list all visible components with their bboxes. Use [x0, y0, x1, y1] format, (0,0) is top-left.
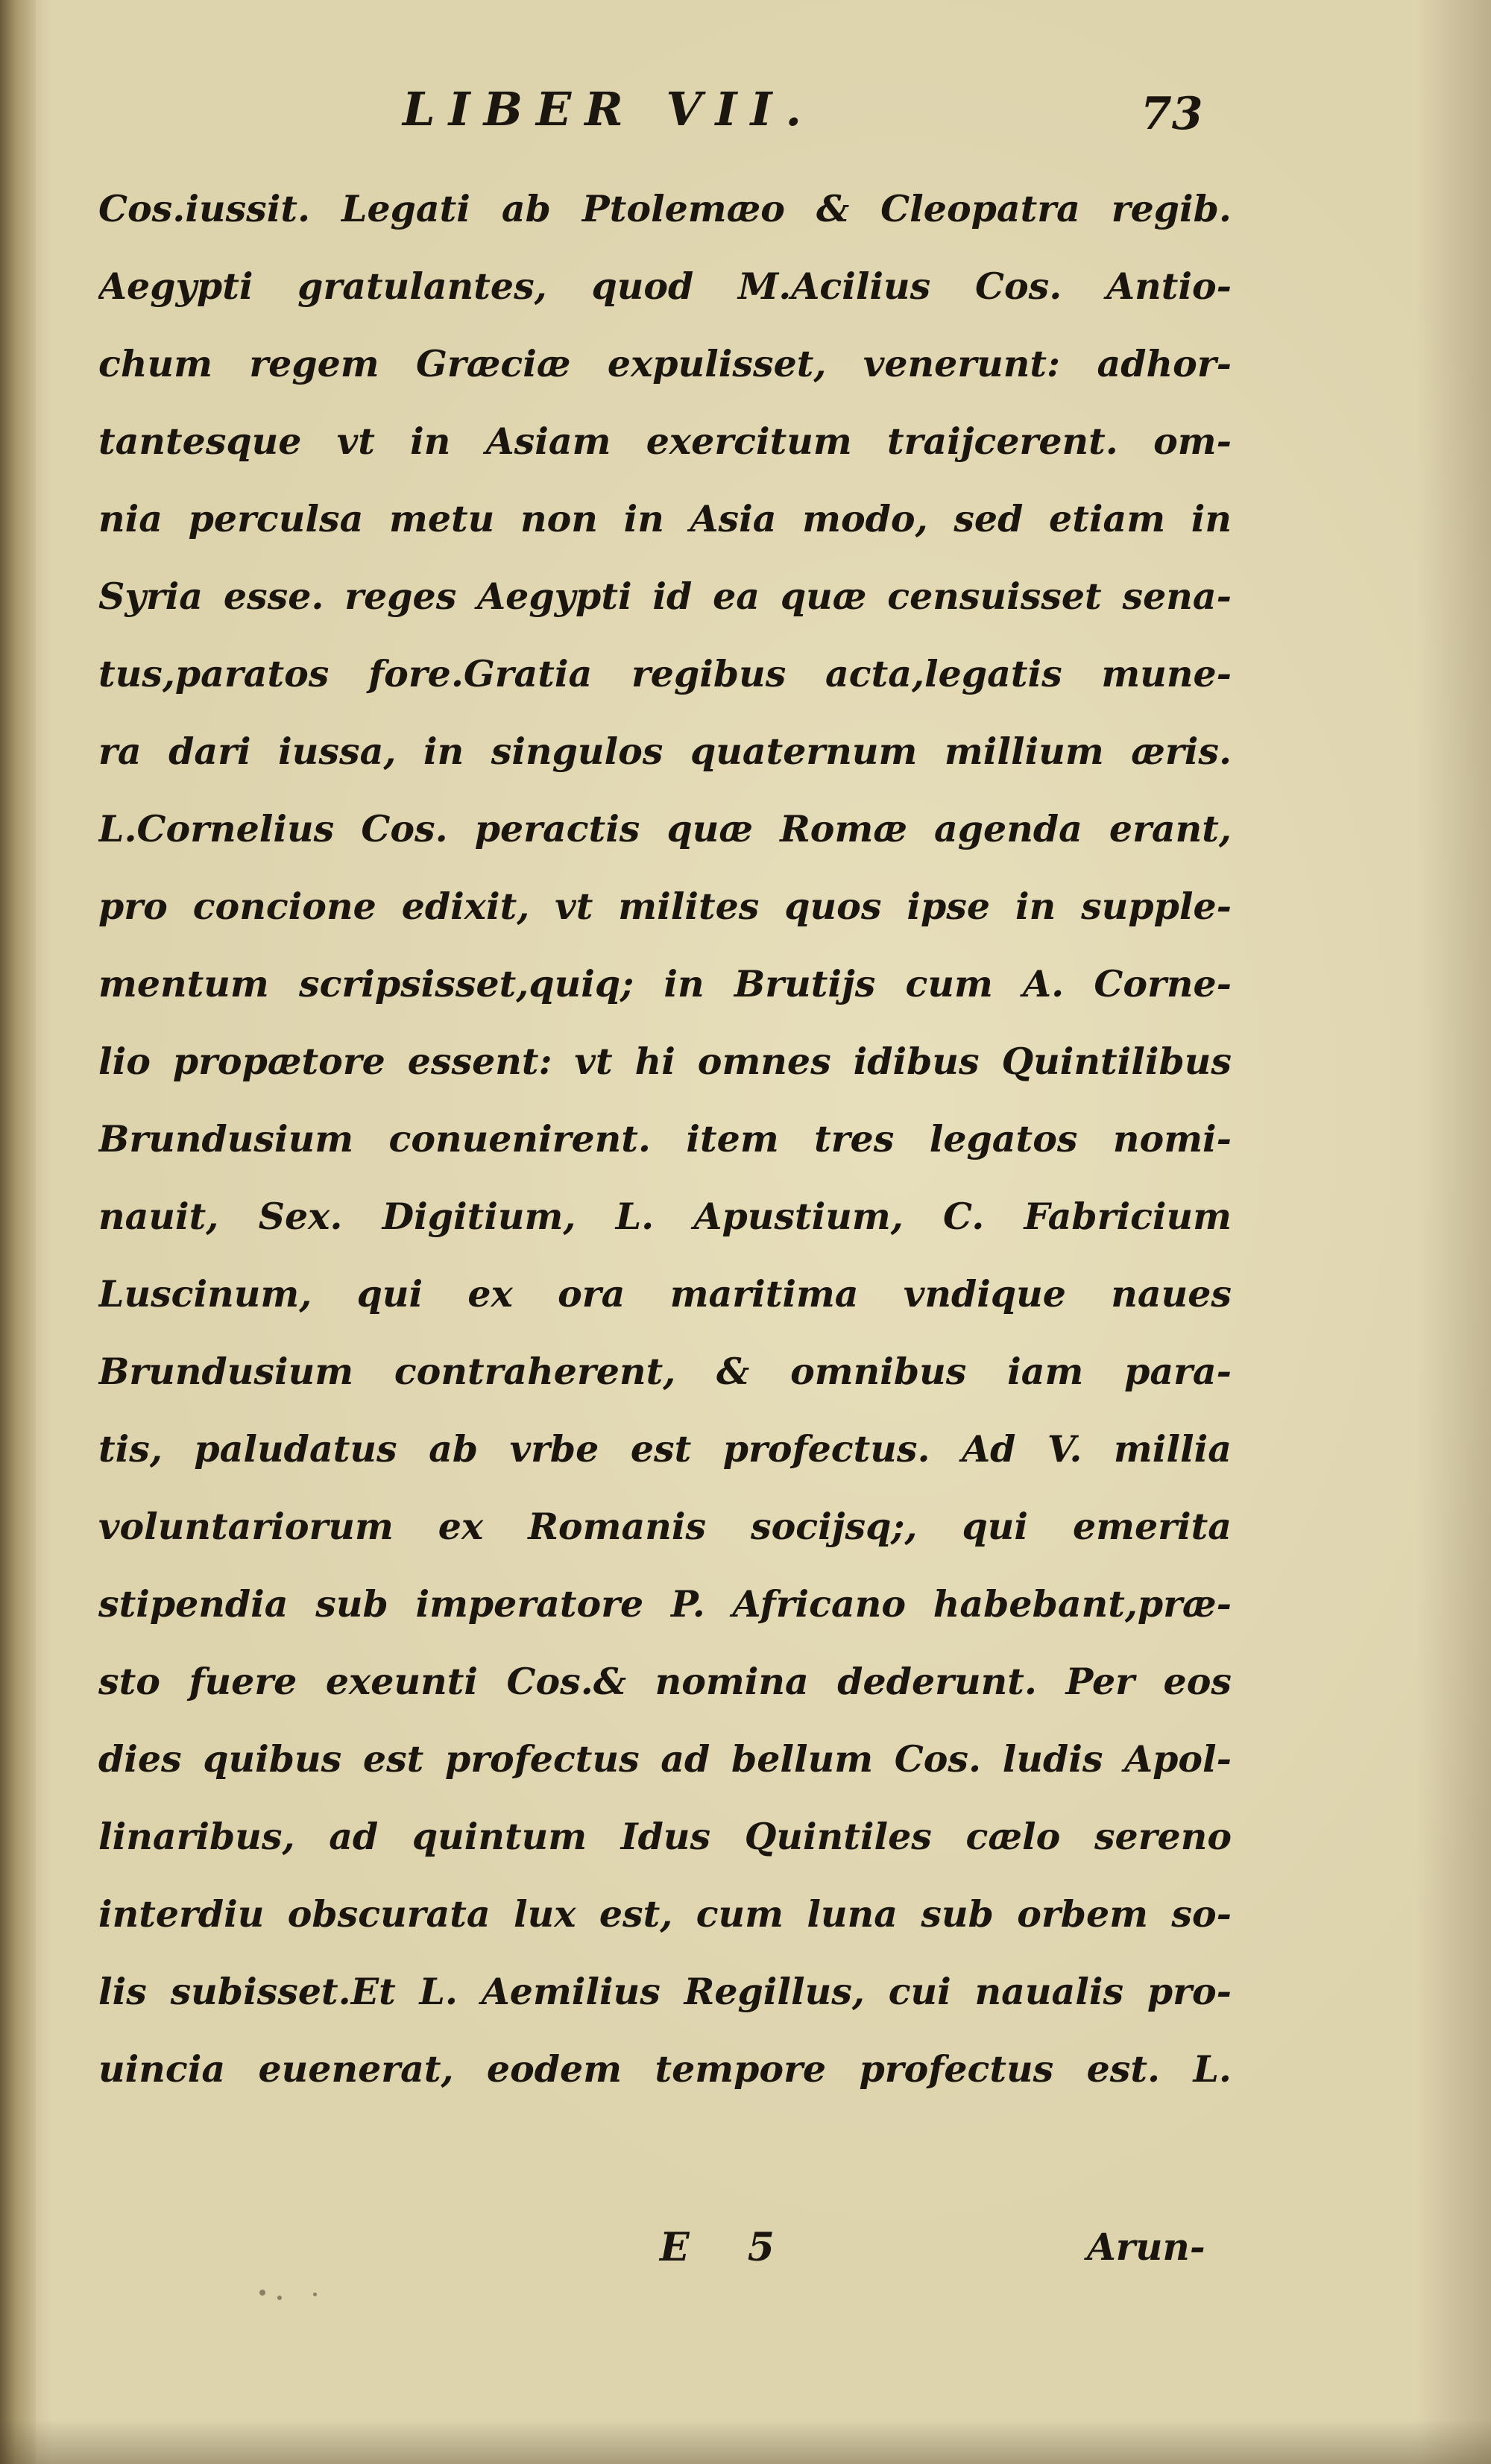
ink-speck [313, 2293, 317, 2296]
text-line: tus,paratos fore.Gratia regibus acta,legatis mune- [98, 652, 1232, 695]
text-line: mentum scripsisset,quiq; in Brutijs cum A. Corne- [98, 962, 1232, 1005]
text-line: ra dari iussa, in singulos quaternum millium æris. [98, 730, 1232, 773]
text-line: Aegypti gratulantes, quod M.Acilius Cos. Antio- [98, 265, 1232, 308]
text-line: interdiu obscurata lux est, cum luna sub orbem so- [98, 1892, 1232, 1936]
page-gutter [0, 0, 36, 2464]
catchword: Arun- [1087, 2225, 1205, 2269]
text-line: Brundusium conuenirent. item tres legatos nomi- [98, 1117, 1232, 1160]
text-line: pro concione edixit, vt milites quos ipse in supple- [98, 885, 1232, 928]
text-line: tis, paludatus ab vrbe est profectus. Ad V. millia [98, 1427, 1232, 1470]
text-line: L.Cornelius Cos. peractis quæ Romæ agenda erant, [98, 807, 1232, 850]
text-line: Cos.iussit. Legati ab Ptolemæo & Cleopatra regib. [98, 187, 1232, 230]
text-line: uincia euenerat, eodem tempore profectus est. L. [98, 2047, 1232, 2091]
signature-mark: E 5 [660, 2225, 797, 2270]
text-block [98, 170, 1232, 2108]
text-line: nia perculsa metu non in Asia modo, sed etiam in [98, 497, 1232, 540]
text-line: voluntariorum ex Romanis socijsq;, qui emerita [98, 1505, 1232, 1548]
text-line: lio propætore essent: vt hi omnes idibus Quintilibus [98, 1040, 1232, 1083]
page-bottom-shadow [0, 2419, 1491, 2464]
text-line: lis subisset.Et L. Aemilius Regillus, cui naualis pro- [98, 1970, 1232, 2013]
text-line: chum regem Græciæ expulisset, venerunt: adhor- [98, 342, 1232, 385]
page-number: 73 [1141, 88, 1203, 140]
text-line: Brundusium contraherent, & omnibus iam para- [98, 1350, 1232, 1393]
text-line: stipendia sub imperatore P. Africano habebant,præ- [98, 1582, 1232, 1626]
ink-speck [277, 2296, 282, 2300]
ink-speck [259, 2290, 265, 2296]
text-line: dies quibus est profectus ad bellum Cos. ludis Apol- [98, 1737, 1232, 1781]
text-line: linaribus, ad quintum Idus Quintiles cælo sereno [98, 1815, 1232, 1858]
text-line: nauit, Sex. Digitium, L. Apustium, C. Fabricium [98, 1195, 1232, 1238]
text-line: Syria esse. reges Aegypti id ea quæ censuisset sena- [98, 575, 1232, 618]
text-line: tantesque vt in Asiam exercitum traijcerent. om- [98, 420, 1232, 463]
text-line: Luscinum, qui ex ora maritima vndique naues [98, 1272, 1232, 1315]
text-line: sto fuere exeunti Cos.& nomina dederunt. Per eos [98, 1660, 1232, 1703]
running-title: LIBER VII. [403, 82, 816, 136]
